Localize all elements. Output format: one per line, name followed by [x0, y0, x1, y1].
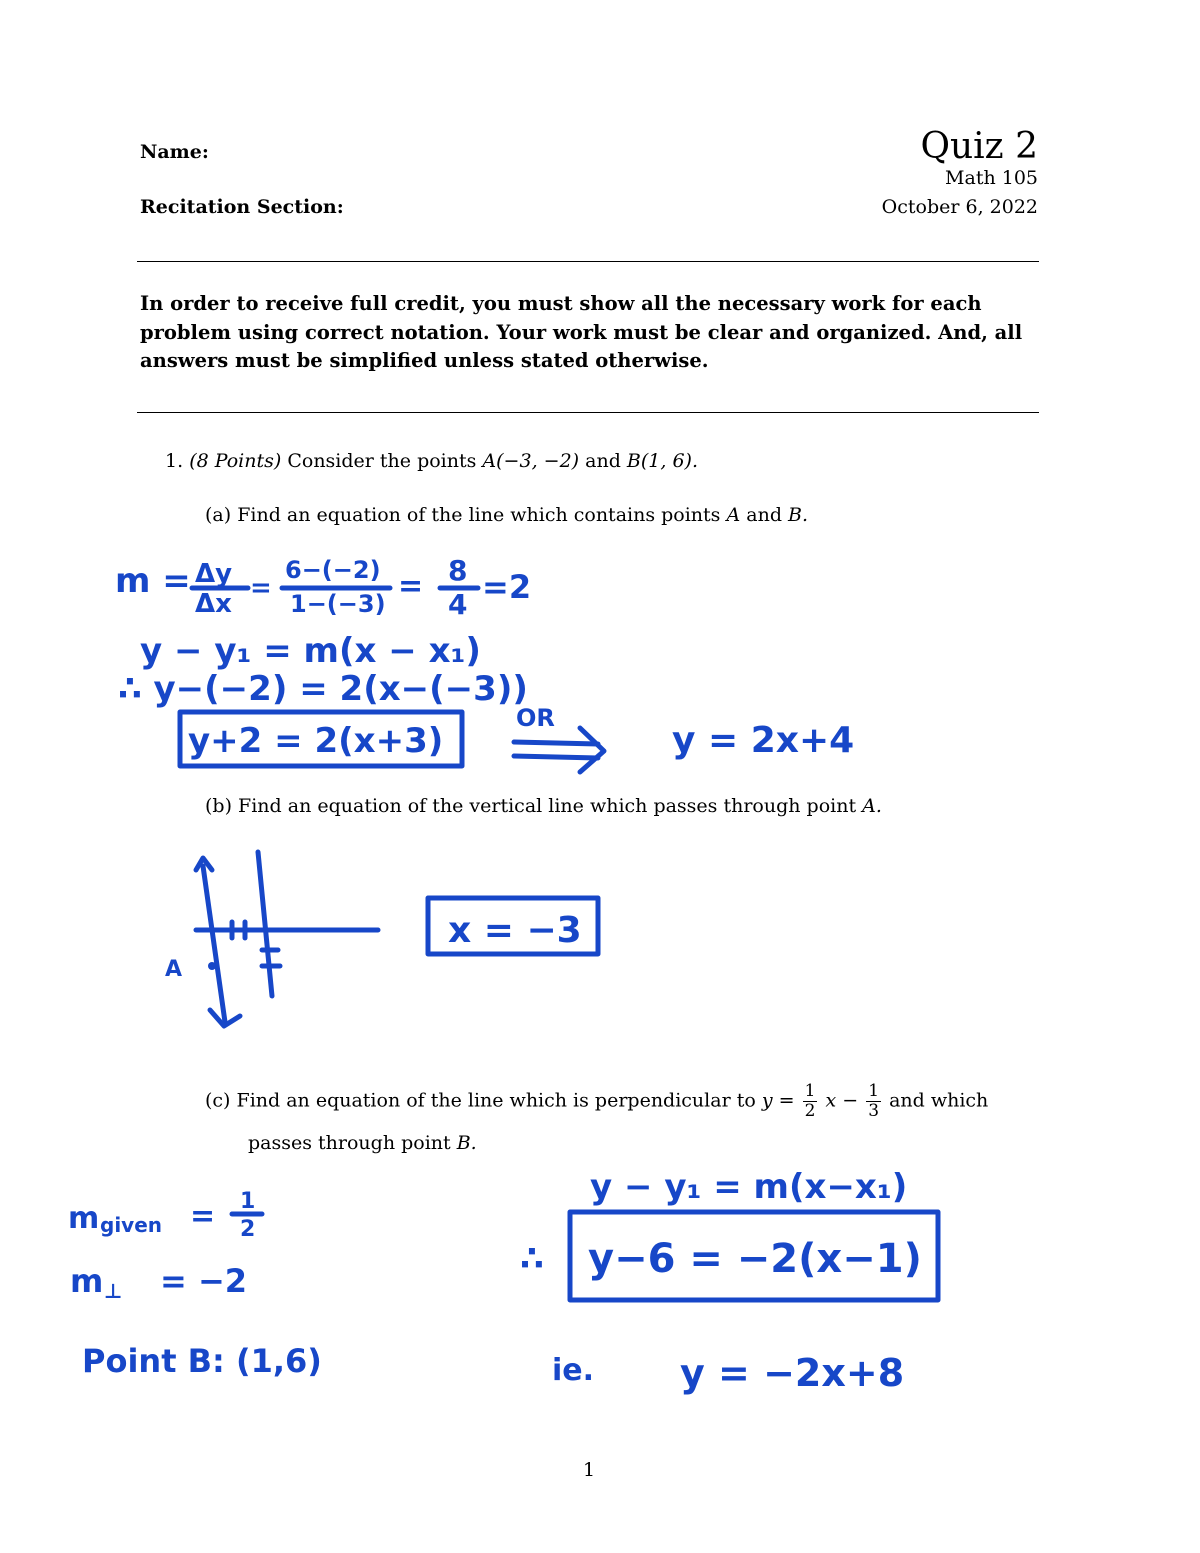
- hw-c-minus2: = −2: [160, 1262, 248, 1300]
- part-b-text: Find an equation of the vertical line which passes through point: [238, 795, 857, 817]
- hw-a-den: 1−(−3): [290, 590, 386, 618]
- hw-a-result: =2: [482, 568, 532, 606]
- part-c-text: Find an equation of the line which is perpendicular to: [236, 1089, 756, 1112]
- hw-a-form: y − y₁ = m(x − x₁): [140, 631, 481, 671]
- hw-c-m1: m: [68, 1201, 100, 1236]
- and-word: and: [585, 450, 621, 472]
- quiz-date: October 6, 2022: [881, 196, 1038, 218]
- hw-b-vertical-line: [258, 852, 272, 996]
- eq-mid: x −: [825, 1089, 859, 1112]
- page-number: 1: [583, 1459, 596, 1481]
- hw-a-slope: [115, 554, 531, 621]
- problem-text: Consider the points: [287, 450, 477, 472]
- frac1-den: 2: [804, 1101, 816, 1121]
- hw-a-four: 4: [448, 588, 468, 621]
- hw-b-answer: x = −3: [448, 910, 582, 951]
- hw-a-sub: ∴ y−(−2) = 2(x−(−3)): [118, 669, 528, 709]
- hw-a-m: m =: [115, 561, 191, 601]
- hw-b-graph: [196, 852, 378, 1026]
- frac2-den: 3: [868, 1101, 880, 1121]
- part-c-text-after: and which: [889, 1089, 989, 1112]
- hw-c-perp: ⊥: [104, 1279, 123, 1303]
- hw-c-half-num: 1: [240, 1189, 256, 1214]
- recitation-section-label: Recitation Section:: [140, 196, 344, 218]
- hw-a-or: OR: [516, 704, 555, 732]
- problem-points: (8 Points): [189, 450, 282, 472]
- hw-a-alt: y = 2x+4: [672, 720, 855, 761]
- part-a-text: Find an equation of the line which contains points: [237, 504, 721, 526]
- hw-c-therefore: ∴: [520, 1239, 544, 1279]
- frac1-num: 1: [804, 1081, 816, 1101]
- part-c-line2: passes through point: [248, 1132, 451, 1154]
- hw-c-point: Point B: (1,6): [82, 1342, 322, 1380]
- quiz-title: Quiz 2: [920, 126, 1038, 167]
- hw-c-answer: y−6 = −2(x−1): [588, 1236, 922, 1282]
- point-b: B(1, 6).: [626, 450, 698, 472]
- frac2-num: 1: [868, 1081, 880, 1101]
- hw-a-num: 6−(−2): [285, 556, 381, 584]
- name-label: Name:: [140, 141, 209, 163]
- point-a: A(−3, −2): [482, 450, 580, 472]
- part-c-label: (c): [205, 1089, 231, 1112]
- hw-a-eight: 8: [448, 554, 468, 587]
- hw-a-arrow: [514, 728, 604, 772]
- part-a-and: and: [746, 504, 782, 526]
- hw-b-yaxis: [203, 866, 225, 1022]
- hw-c-form: y − y₁ = m(x−x₁): [590, 1167, 908, 1207]
- hw-c-alt: y = −2x+8: [680, 1351, 905, 1395]
- course-name: Math 105: [945, 167, 1038, 189]
- hw-a-eq2: =: [398, 569, 424, 604]
- part-c-var: B.: [456, 1132, 477, 1154]
- part-a-var2: B.: [788, 504, 809, 526]
- instructions: In order to receive full credit, you must show all the necessary work for each problem using correct notation. Your work must be clear and organized. And, all answers must be simplified unless stated otherwise.: [140, 292, 1023, 372]
- hw-b-point-a: [208, 962, 216, 970]
- hw-b-label-a: A: [165, 957, 183, 982]
- hw-c-given: given: [100, 1213, 163, 1237]
- part-b-label: (b): [205, 795, 232, 817]
- hw-c-m2: m: [70, 1262, 104, 1300]
- eq-lhs: y =: [761, 1089, 795, 1112]
- part-a-label: (a): [205, 504, 232, 526]
- hw-a-dy: Δy: [195, 559, 233, 589]
- hw-a-answer: y+2 = 2(x+3): [188, 721, 444, 761]
- hw-c-ie: ie.: [552, 1353, 595, 1388]
- problem-number: 1.: [165, 450, 184, 472]
- part-b-var: A.: [862, 795, 882, 817]
- hw-a-dx: Δx: [195, 589, 232, 619]
- hw-c-mperp: [70, 1262, 247, 1303]
- hw-c-mgiven: [68, 1189, 262, 1242]
- part-a-var1: A: [726, 504, 741, 526]
- hw-a-eq1: =: [250, 573, 272, 603]
- hw-c-half-den: 2: [240, 1217, 256, 1242]
- hw-c-eq: =: [190, 1199, 216, 1234]
